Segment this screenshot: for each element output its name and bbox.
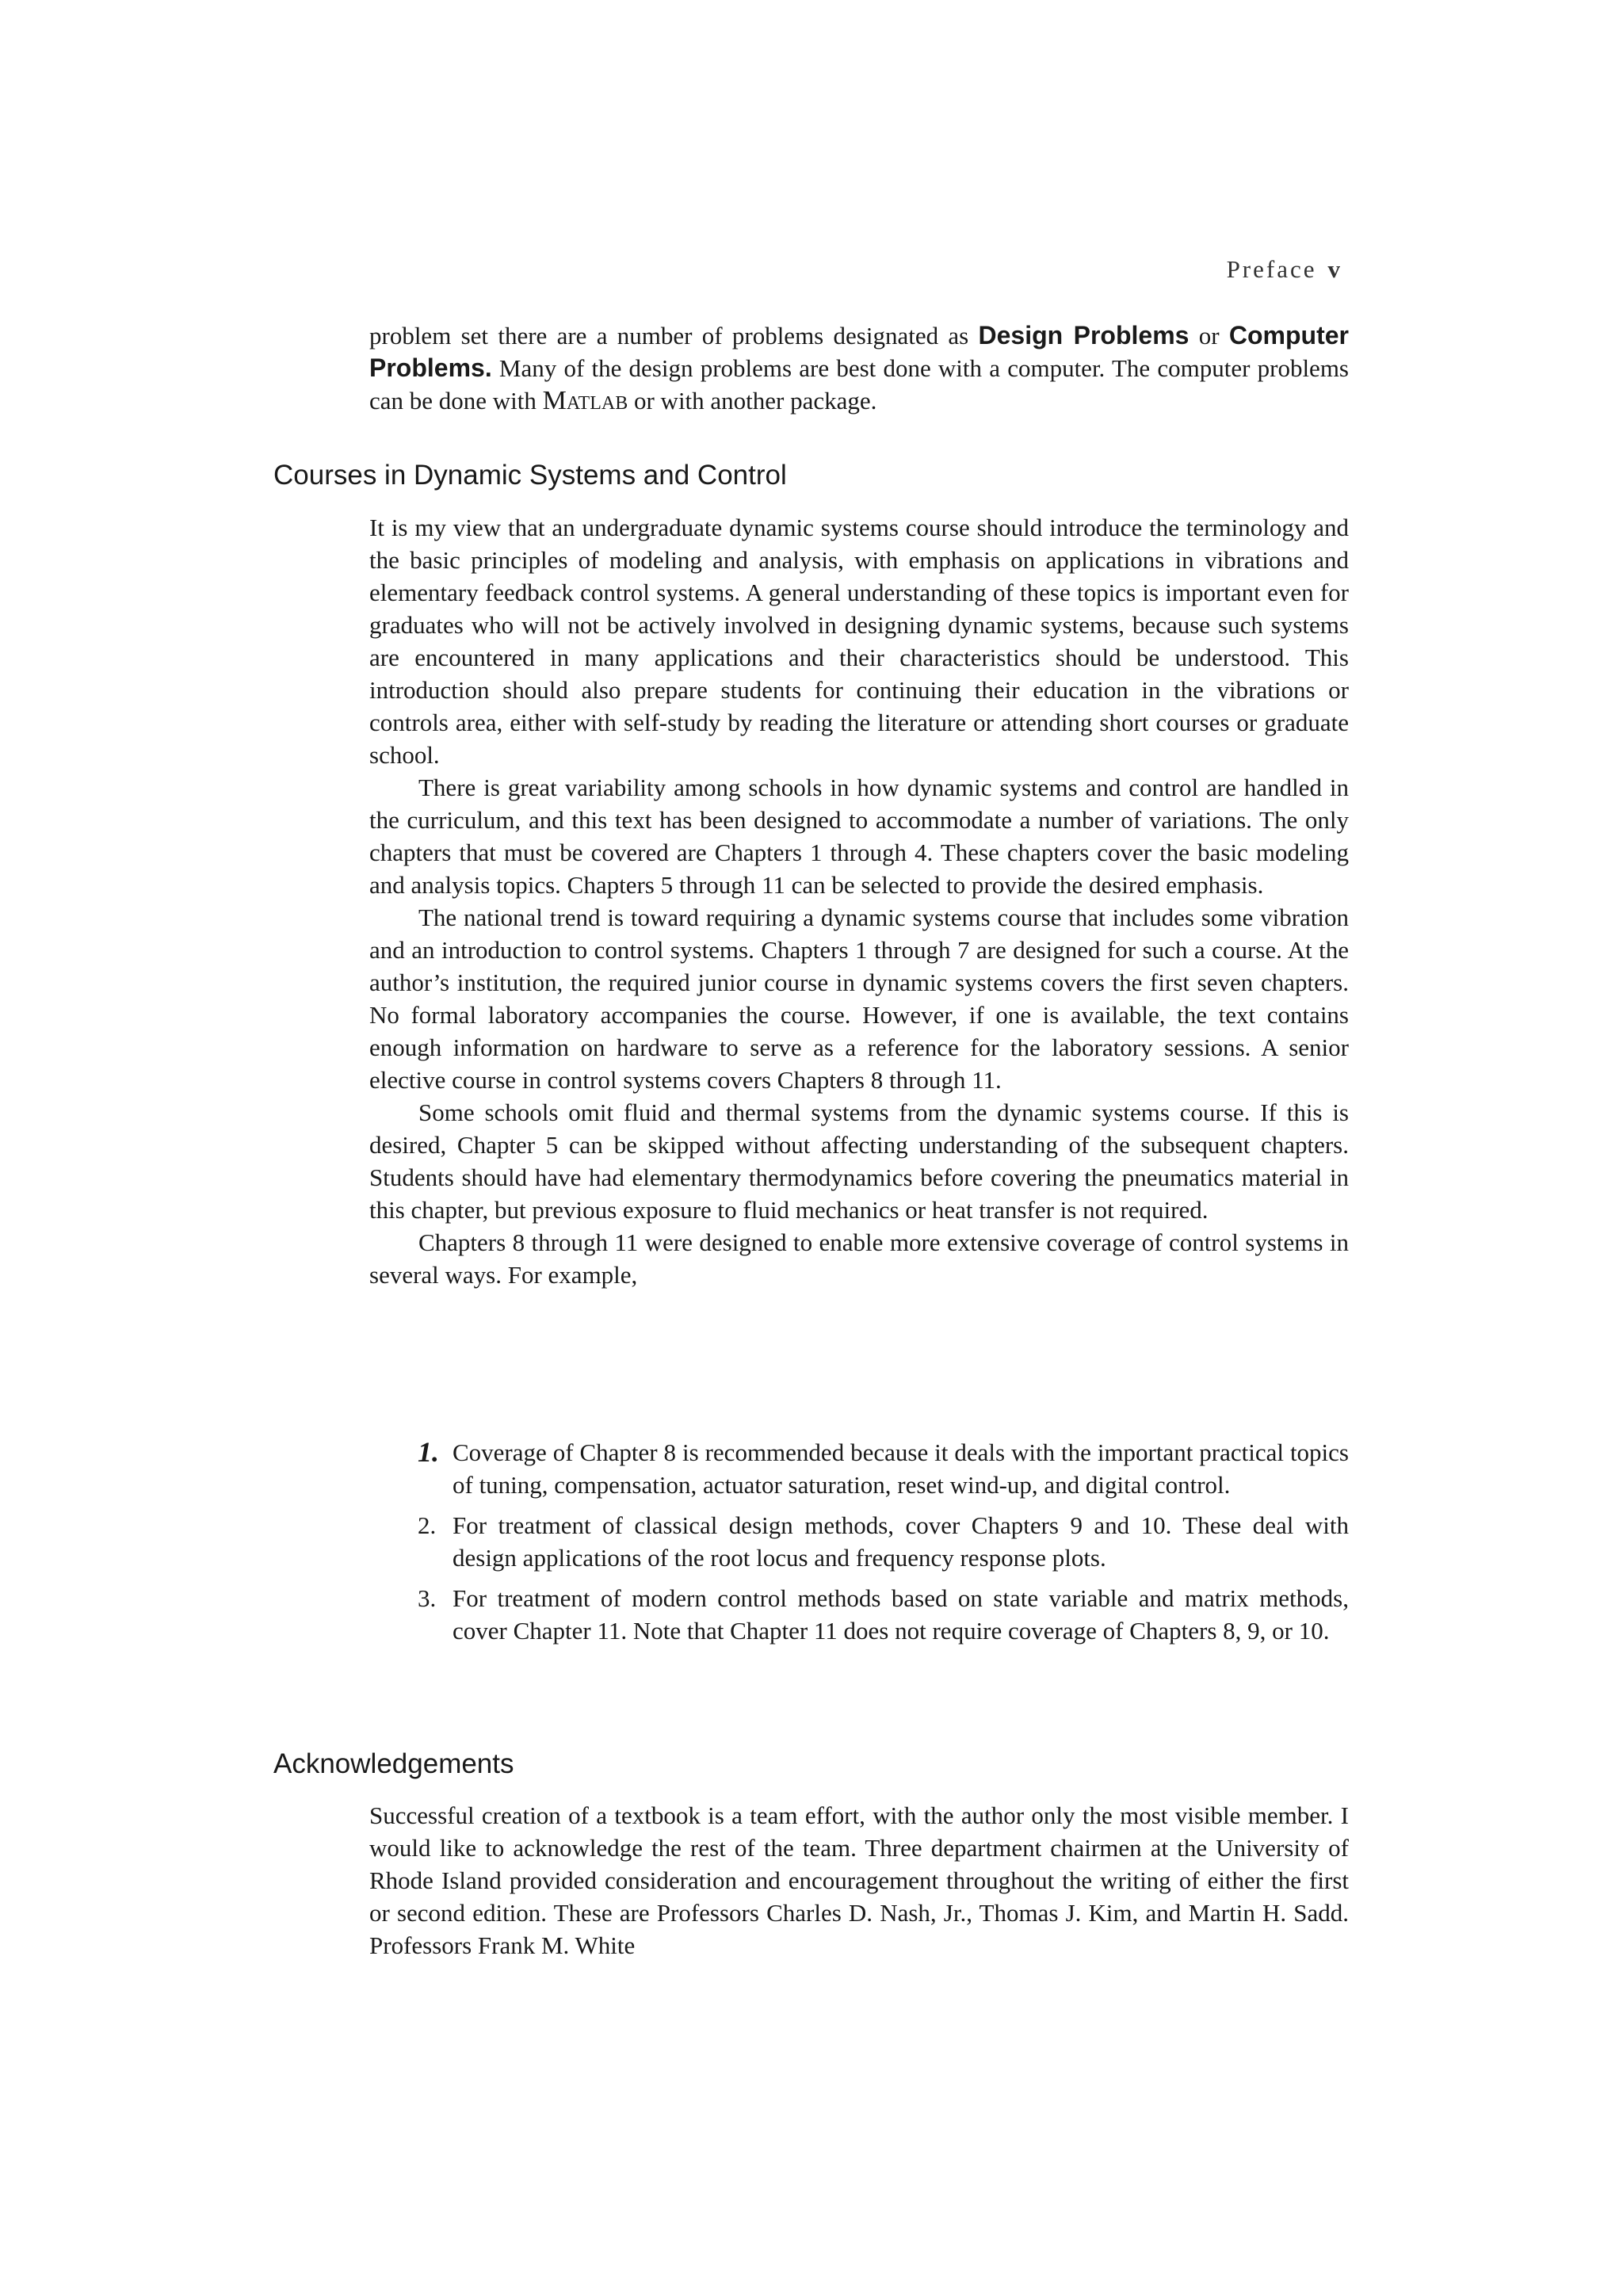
list-item-text: For treatment of classical design methods, cover Chapters 9 and 10. These deal with design applications of the root locus and frequency response plots. [453,1511,1349,1572]
intro-text-2: or [1189,322,1229,350]
list-item [418,1582,1349,1647]
list-item-number: 1. [418,1436,439,1468]
paragraph: Some schools omit fluid and thermal systems from the dynamic systems course. If this is desired, Chapter 5 can be skipped without affecting understanding of the subsequent chapters. Students should have had elementary thermodynamics before covering the pneumatics material in this chapter, but previous exposure to fluid mechanics or heat transfer is not required. [369,1098,1349,1224]
matlab-term: Matlab [542,386,628,415]
list-item-text: For treatment of modern control methods based on state variable and matrix methods, cover Chapter 11. Note that Chapter 11 does not require coverage of Chapters 8, 9, or 10. [453,1584,1349,1645]
paragraph: Successful creation of a textbook is a team effort, with the author only the most visible member. I would like to acknowledge the rest of the team. Three department chairmen at the University of Rhode Island provided consideration and encouragement throughout the writing of either the first or second edition. These are Professors Charles D. Nash, Jr., Thomas J. Kim, and Martin H. Sadd. Professors Frank M. White [369,1801,1349,1959]
list-item [418,1509,1349,1574]
computer-problems-term: Computer Problems. [369,321,1349,382]
section-courses-body [369,511,1349,1291]
page-number: v [1327,255,1340,283]
paragraph: It is my view that an undergraduate dynamic systems course should introduce the terminology and the basic principles of modeling and analysis, with emphasis on applications in vibrations and elementary feedback control systems. A general understanding of these topics is important even for graduates who will not be actively involved in designing dynamic systems, because such systems are encountered in many applications and their characteristics should be understood. This introduction should also prepare students for continuing their education in the vibrations or controls area, either with self-study by reading the literature or attending short courses or graduate school. [369,514,1349,769]
running-head-label: Preface [1226,255,1317,283]
section-heading-acknowledgements: Acknowledgements [273,1748,514,1779]
section-acknowledgements-body [369,1799,1349,1962]
intro-text-1: problem set there are a number of problems designated as [369,322,979,350]
list-item-text: Coverage of Chapter 8 is recommended because it deals with the important practical topics of tuning, compensation, actuator saturation, reset wind-up, and digital control. [453,1438,1349,1499]
list-item-number: 3. [418,1584,437,1612]
paragraph: Chapters 8 through 11 were designed to enable more extensive coverage of control systems in several ways. For example, [369,1228,1349,1289]
numbered-list [418,1436,1349,1655]
design-problems-term: Design Problems [978,321,1190,350]
paragraph: There is great variability among schools in how dynamic systems and control are handled in the curriculum, and this text has been designed to accommodate a number of variations. The only chapters that must be covered are Chapters 1 through 4. These chapters cover the basic modeling and analysis topics. Chapters 5 through 11 can be selected to provide the desired emphasis. [369,774,1349,899]
intro-text-3: Many of the design problems are best done with a computer. The computer problems can be done with [369,354,1349,415]
intro-text-4: or with another package. [628,387,877,415]
section-heading-courses: Courses in Dynamic Systems and Control [273,460,787,491]
paragraph: The national trend is toward requiring a dynamic systems course that includes some vibration and an introduction to control systems. Chapters 1 through 7 are designed for such a course. At the author’s institution, the required junior course in dynamic systems covers the first seven chapters. No formal laboratory accompanies the course. However, if one is available, the text contains enough information on hardware to serve as a reference for the laboratory sessions. A senior elective course in control systems covers Chapters 8 through 11. [369,904,1349,1094]
list-item-number: 2. [418,1511,437,1539]
list-item [418,1436,1349,1501]
intro-paragraph [369,319,1349,417]
running-head [1227,255,1340,284]
